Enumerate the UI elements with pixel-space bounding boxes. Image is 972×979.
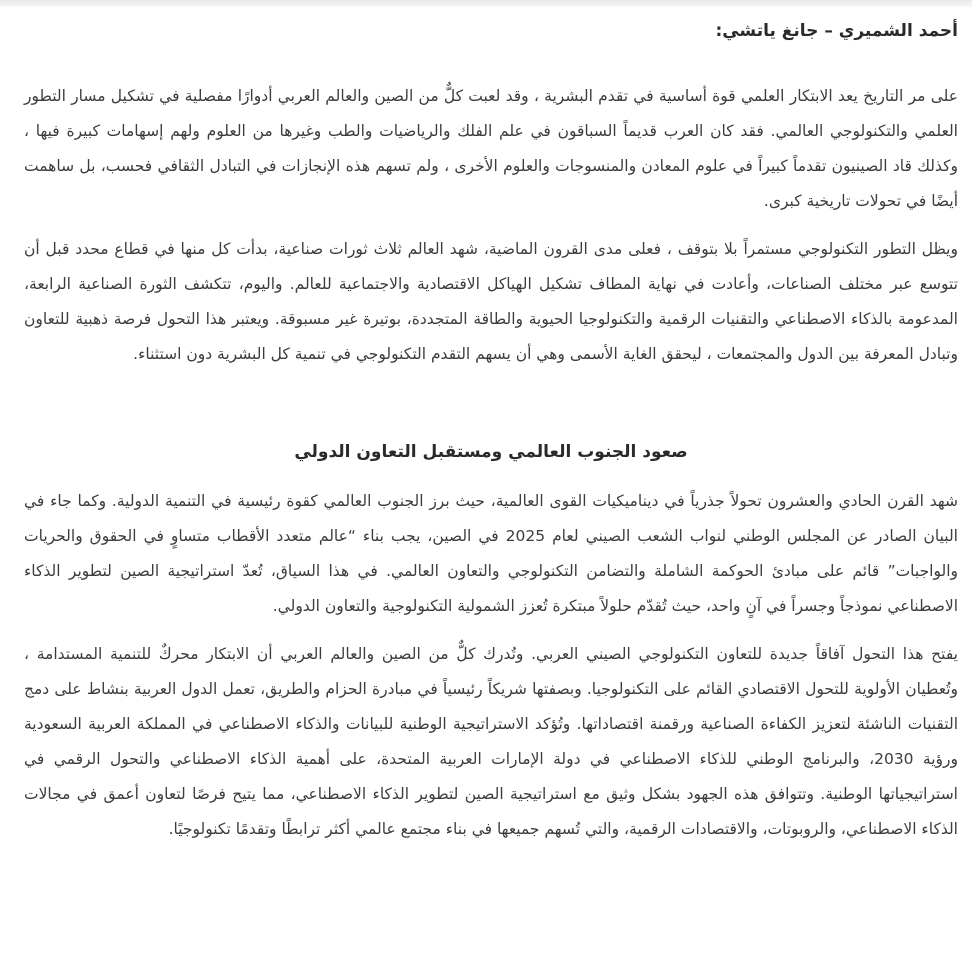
article-byline: أحمد الشميري – جانغ ياتشي: [715, 21, 958, 41]
top-divider [0, 0, 972, 7]
section-heading: صعود الجنوب العالمي ومستقبل التعاون الدولي [294, 442, 688, 462]
article-paragraph-1: على مر التاريخ يعد الابتكار العلمي قوة أساسية في تقدم البشرية ، وقد لعبت كلٌّ من الصين والعالم العربي أدوارًا مفصلية في تشكيل مسار التطور العلمي والتكنولوجي العالمي. فقد كان العرب قديماً السباقون في علم الفلك والرياضيات والطب وغيرها من العلوم ولهم إسهامات كبيرة فيها ، وكذلك قاد الصينيون تقدماً كبيراً في علوم المعادن والمنسوجات والعلوم الأخرى ، ولم تسهم هذه الإنجازات في التبادل الثقافي فحسب، بل ساهمت أيضًا في تحولات تاريخية كبرى. [24, 87, 958, 210]
article-body [24, 13, 958, 847]
section-paragraph-2: يفتح هذا التحول آفاقاً جديدة للتعاون التكنولوجي الصيني العربي. وتُدرك كلٌّ من الصين والعالم العربي أن الابتكار محركٌ للتنمية المستدامة ، وتُعطيان الأولوية للتحول الاقتصادي القائم على التكنولوجيا. وبصفتها شريكاً رئيسياً في مبادرة الحزام والطريق، تعمل الدول العربية بنشاط على دمج التقنيات الناشئة لتعزيز الكفاءة الصناعية ورقمنة اقتصاداتها. وتُؤكد الاستراتيجية الوطنية للبيانات والذكاء الاصطناعي في المملكة العربية السعودية ورؤية 2030، والبرنامج الوطني للذكاء الاصطناعي في دولة الإمارات العربية المتحدة، على أهمية الذكاء الاصطناعي والتحول الرقمي في استراتيجياتها الوطنية. وتتوافق هذه الجهود بشكل وثيق مع استراتيجية الصين لتطوير الذكاء الاصطناعي، مما يتيح فرصًا لتعاون أعمق في مجالات الذكاء الاصطناعي، والروبوتات، والاقتصادات الرقمية، والتي تُسهم جميعها في بناء مجتمع عالمي أكثر ترابطًا وتقدمًا تكنولوجيًا. [24, 645, 958, 838]
article-paragraph-2: ويظل التطور التكنولوجي مستمراً بلا بتوقف ، فعلى مدى القرون الماضية، شهد العالم ثلاث ثورات صناعية، بدأت كل منها في قطاع محدد قبل أن تتوسع عبر مختلف الصناعات، وأعادت في نهاية المطاف تشكيل الهياكل الاقتصادية والاجتماعية للعالم. واليوم، تتكشف الثورة الصناعية الرابعة، المدعومة بالذكاء الاصطناعي والتقنيات الرقمية والتكنولوجيا الحيوية والطاقة المتجددة، بوتيرة غير مسبوقة. ويعتبر هذا التحول فرصة ذهبية للتعاون وتبادل المعرفة بين الدول والمجتمعات ، ليحقق الغاية الأسمى وهي أن يسهم التقدم التكنولوجي في تنمية كل البشرية دون استثناء. [24, 240, 958, 363]
section-paragraph-1: شهد القرن الحادي والعشرون تحولاً جذرياً في ديناميكيات القوى العالمية، حيث برز الجنوب العالمي كقوة رئيسية في التنمية الدولية. وكما جاء في البيان الصادر عن المجلس الوطني لنواب الشعب الصيني لعام 2025 في الصين، يجب بناء “عالم متعدد الأقطاب متساوٍ في الحقوق والحريات والواجبات” قائم على مبادئ الحوكمة الشاملة والتضامن التكنولوجي والتعاون العالمي. في هذا السياق، تُعدّ استراتيجية الصين لتطوير الذكاء الاصطناعي نموذجاً وجسراً في آنٍ واحد، حيث تُقدّم حلولاً مبتكرة تُعزز الشمولية التكنولوجية والتعاون الدولي. [24, 492, 958, 615]
